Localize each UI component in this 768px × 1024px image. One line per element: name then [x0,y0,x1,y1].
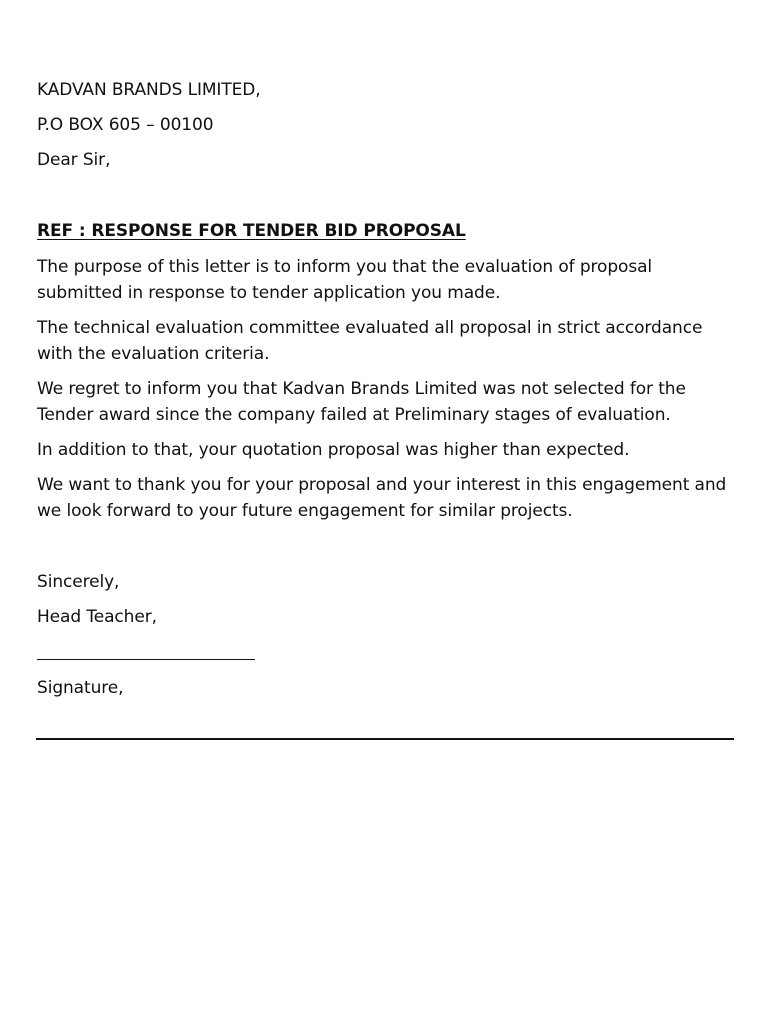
recipient-name: KADVAN BRANDS LIMITED, [37,80,261,100]
signature-label: Signature, [37,678,124,698]
bottom-divider [36,738,734,740]
salutation: Dear Sir, [37,150,111,170]
body-paragraph-5: We want to thank you for your proposal and your interest in this engagement and we look forward to your future engagement for similar projects. [37,475,727,521]
signature-blank-line [37,659,255,660]
body-paragraph-2: The technical evaluation committee evaluated all proposal in strict accordance with the evaluation criteria. [37,318,703,364]
closing: Sincerely, [37,572,120,592]
body-paragraph-1: The purpose of this letter is to inform you that the evaluation of proposal submitted in response to tender application you made. [37,257,653,303]
sender-title: Head Teacher, [37,607,157,627]
body-paragraph-4: In addition to that, your quotation proposal was higher than expected. [37,440,630,460]
recipient-address: P.O BOX 605 – 00100 [37,115,214,135]
reference-heading: REF : RESPONSE FOR TENDER BID PROPOSAL [37,221,466,241]
body-paragraph-3: We regret to inform you that Kadvan Brands Limited was not selected for the Tender award since the company failed at Preliminary stages of evaluation. [37,379,686,425]
